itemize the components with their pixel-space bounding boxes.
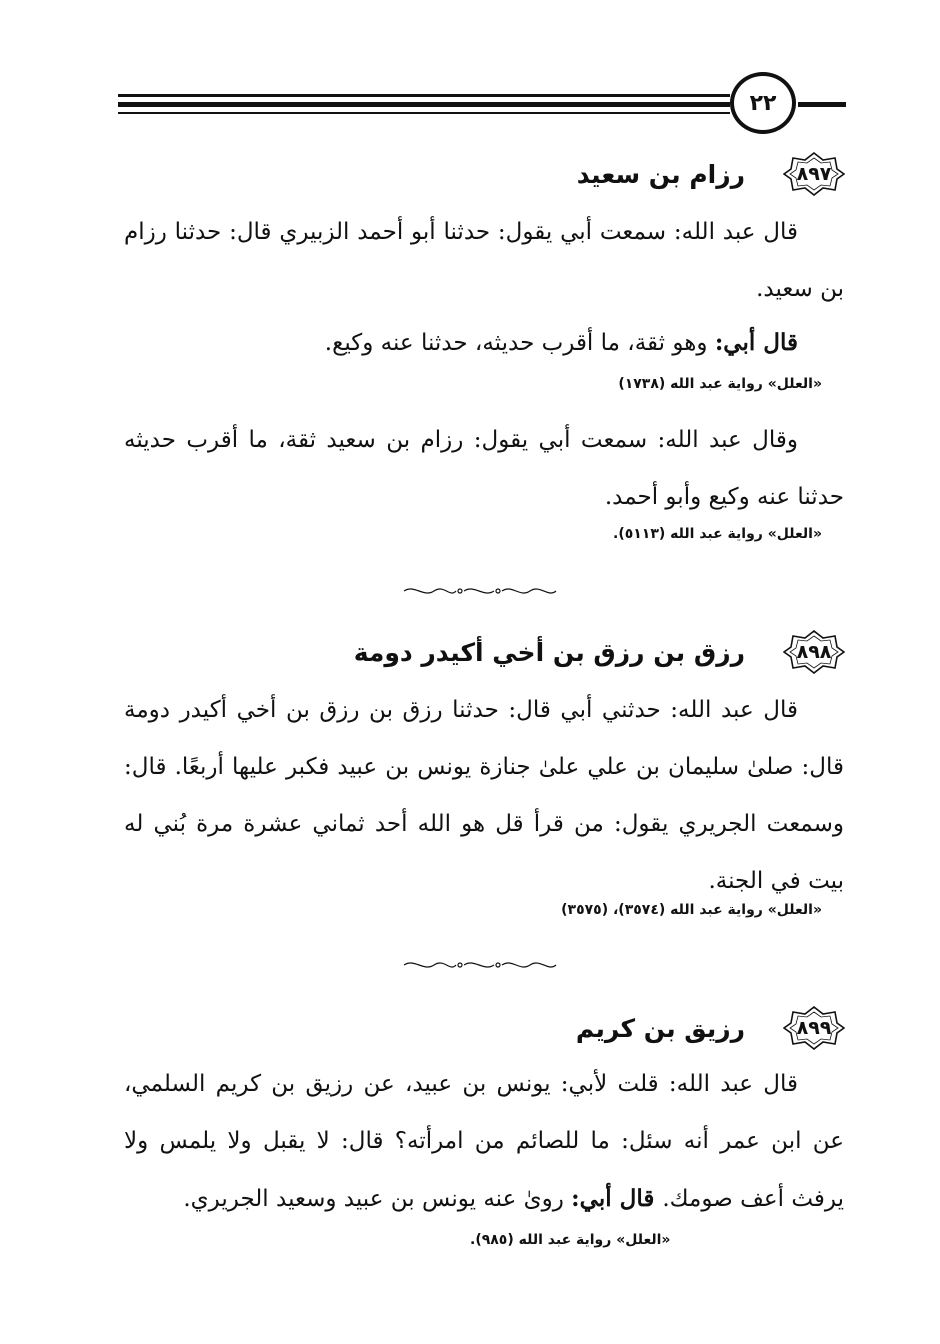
page-header	[118, 72, 844, 136]
entry-number-badge	[783, 1006, 845, 1050]
citation: «العلل» رواية عبد الله (١٧٣٨)	[618, 376, 822, 392]
entry-paragraph	[124, 1056, 844, 1228]
citation: «العلل» رواية عبد الله (٣٥٧٤)، (٣٥٧٥)	[561, 902, 822, 918]
entry-number: ٨٩٨	[796, 641, 832, 663]
header-rule	[798, 102, 846, 107]
header-rule	[118, 102, 730, 107]
entry-heading	[577, 152, 845, 196]
paragraph-text: رویٰ عنه يونس بن عبيد وسعيد الجريري.	[183, 1186, 572, 1212]
paragraph-text: قال عبد الله: قلت لأبي: يونس بن عبيد، عن رزيق بن كريم السلمي، عن ابن عمر أنه سئل: ما للصائم من امرأته؟ قال: لا يقبل ولا يلمس ولا يرفث أعف صومك.	[124, 1071, 844, 1212]
entry-heading	[576, 1006, 845, 1050]
entry-heading	[354, 630, 845, 674]
header-rule	[118, 94, 730, 97]
paragraph-text: وهو ثقة، ما أقرب حديثه، حدثنا عنه وكيع.	[324, 330, 715, 356]
entry-paragraph: قال عبد الله: سمعت أبي يقول: حدثنا أبو أحمد الزبيري قال: حدثنا رزام بن سعيد.	[124, 219, 844, 302]
speaker-label: قال أبي:	[714, 329, 798, 356]
page-number: ٢٢	[730, 72, 796, 134]
entry-number: ٨٩٧	[796, 163, 832, 185]
citation: «العلل» رواية عبد الله (٥١١٣).	[613, 526, 822, 542]
entry-title: رزق بن رزق بن أخي أكيدر دومة	[353, 637, 745, 667]
citation: «العلل» رواية عبد الله (٩٨٥).	[470, 1232, 671, 1248]
entry-paragraph: قال عبد الله: حدثني أبي قال: حدثنا رزق بن رزق بن أخي أكيدر دومة قال: صلىٰ سليمان بن علي علىٰ جنازة يونس بن عبيد فكبر عليها أربعًا. قال: وسمعت الجريري يقول: من قرأ قل هو الله أحد ثماني عشرة مرة بُني له بيت في الجنة.	[124, 697, 844, 894]
divider-ornament-icon	[400, 958, 560, 972]
entry-number-badge	[783, 630, 845, 674]
divider-ornament-icon	[400, 584, 560, 598]
entry-title: رزام بن سعيد	[576, 159, 745, 189]
entry-title: رزيق بن كريم	[575, 1013, 745, 1043]
entry-paragraph: وقال عبد الله: سمعت أبي يقول: رزام بن سعيد ثقة، ما أقرب حديثه حدثنا عنه وكيع وأبو أحمد.	[124, 427, 844, 510]
entry-number-badge	[783, 152, 845, 196]
speaker-label: قال أبي:	[571, 1185, 663, 1212]
header-rule	[118, 112, 730, 114]
entry-number: ٨٩٩	[796, 1017, 832, 1039]
entry-paragraph	[124, 314, 844, 372]
